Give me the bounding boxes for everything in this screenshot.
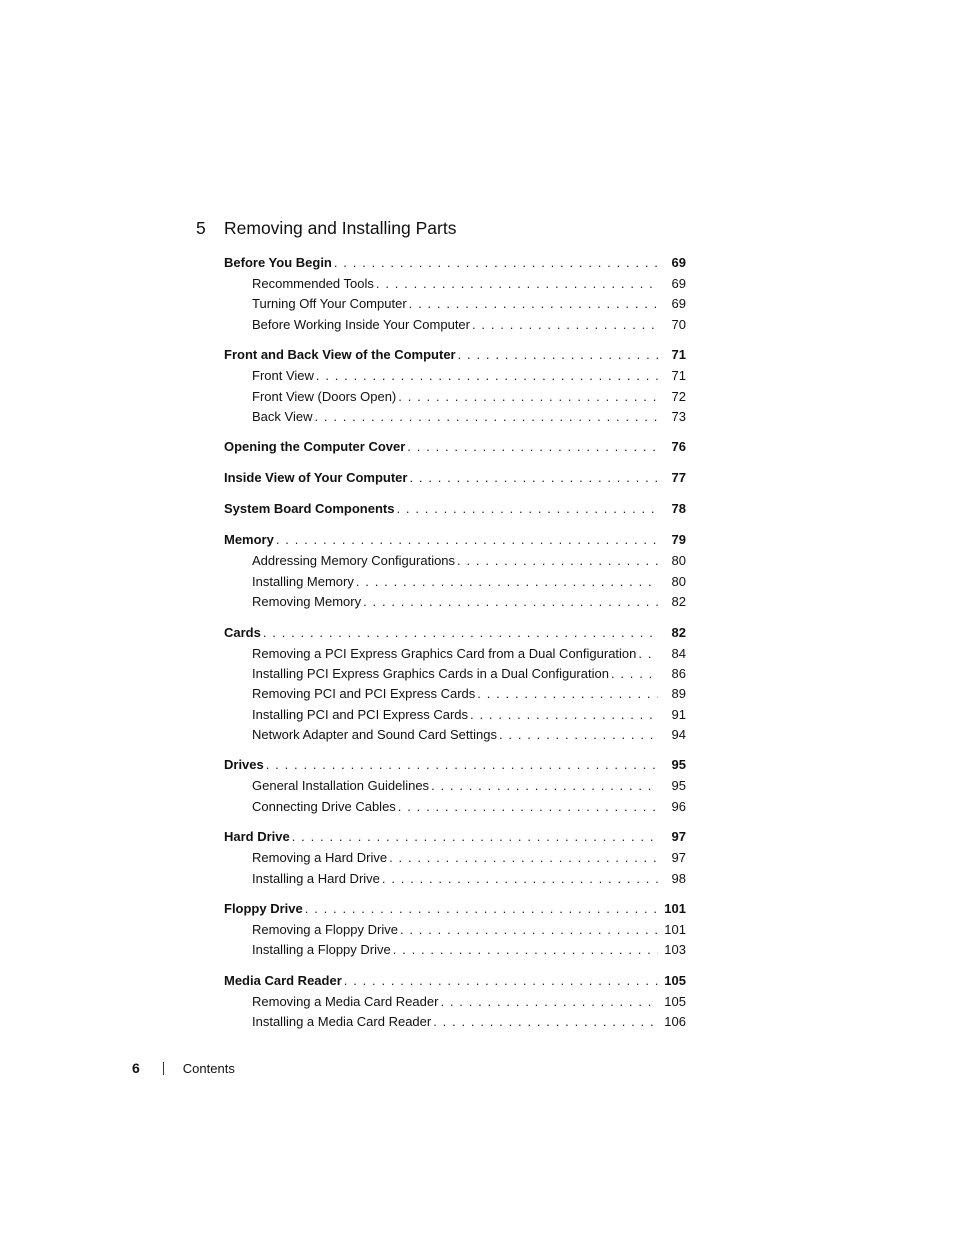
toc-entry-title: Turning Off Your Computer	[252, 296, 407, 312]
toc-subentry[interactable]	[224, 848, 686, 868]
toc-section-entry[interactable]	[224, 826, 686, 848]
toc-entry-page: 82	[671, 624, 686, 640]
toc-section-entry[interactable]	[224, 529, 686, 551]
toc-subentry[interactable]	[224, 274, 686, 294]
dot-leader	[361, 592, 658, 612]
toc-entry-page: 105	[664, 993, 686, 1009]
toc-section	[224, 344, 686, 427]
toc-section	[224, 826, 686, 889]
toc-entry-page: 101	[664, 922, 686, 938]
toc-entry-page: 76	[671, 439, 686, 455]
toc-entry-title: Removing a Media Card Reader	[252, 993, 439, 1009]
toc-section-entry[interactable]	[224, 436, 686, 458]
toc-entry-title: Removing PCI and PCI Express Cards	[252, 686, 476, 702]
dot-leader	[636, 644, 658, 664]
dot-leader	[407, 467, 658, 489]
dot-leader	[396, 387, 658, 407]
dot-leader	[396, 797, 658, 817]
toc-subentry[interactable]	[224, 407, 686, 427]
dot-leader	[342, 970, 658, 992]
chapter-title: Removing and Installing Parts	[224, 218, 457, 238]
toc-subentry[interactable]	[224, 705, 686, 725]
page-footer	[132, 1060, 235, 1076]
toc-entry-title: Front View	[252, 368, 314, 384]
toc-subentry[interactable]	[224, 940, 686, 960]
toc-entry-title: General Installation Guidelines	[252, 778, 430, 794]
dot-leader	[380, 869, 658, 889]
toc-entry-page: 106	[664, 1014, 686, 1030]
dot-leader	[438, 992, 658, 1012]
toc-entry-page: 105	[664, 972, 686, 988]
toc-entry-page: 89	[671, 686, 686, 702]
toc-section-entry[interactable]	[224, 622, 686, 644]
toc-entry-title: Front View (Doors Open)	[252, 388, 397, 404]
chapter-heading	[196, 218, 456, 239]
toc-entry-title: Floppy Drive	[224, 901, 303, 917]
toc-entry-title: Front and Back View of the Computer	[224, 347, 456, 363]
toc-section	[224, 754, 686, 817]
dot-leader	[261, 622, 658, 644]
toc-entry-title: Media Card Reader	[224, 972, 342, 988]
dot-leader	[455, 551, 658, 571]
toc-entry-page: 77	[671, 470, 686, 486]
toc-section	[224, 529, 686, 612]
toc-entry-title: Opening the Computer Cover	[224, 439, 406, 455]
toc-subentry[interactable]	[224, 294, 686, 314]
toc-entry-page: 69	[671, 276, 686, 291]
toc-entry-page: 95	[671, 778, 686, 794]
toc-section	[224, 436, 686, 458]
toc-entry-title: Removing a Floppy Drive	[252, 922, 398, 938]
toc-entry-title: Installing PCI and PCI Express Cards	[252, 706, 469, 722]
dot-leader	[497, 725, 658, 745]
toc-entry-page: 69	[671, 255, 686, 270]
toc-subentry[interactable]	[224, 592, 686, 612]
toc-entry-page: 101	[664, 901, 686, 917]
toc-section-entry[interactable]	[224, 754, 686, 776]
toc-section-entry[interactable]	[224, 898, 686, 920]
toc-entry-title: Before You Begin	[224, 255, 332, 270]
table-of-contents	[224, 252, 686, 1042]
dot-leader	[475, 684, 658, 704]
dot-leader	[290, 826, 658, 848]
toc-entry-title: Removing a PCI Express Graphics Card from a Dual Configuration	[252, 645, 637, 661]
toc-entry-page: 80	[671, 573, 686, 589]
toc-section	[224, 898, 686, 961]
toc-entry-page: 84	[671, 645, 686, 661]
toc-subentry[interactable]	[224, 725, 686, 745]
toc-entry-title: Recommended Tools	[252, 276, 374, 291]
toc-entry-title: Installing a Media Card Reader	[252, 1014, 432, 1030]
dot-leader	[391, 940, 658, 960]
chapter-number: 5	[196, 218, 206, 238]
toc-section	[224, 498, 686, 520]
toc-entry-title: Memory	[224, 532, 274, 548]
toc-entry-title: Installing a Floppy Drive	[252, 942, 391, 958]
toc-entry-title: Hard Drive	[224, 829, 290, 845]
toc-entry-page: 80	[671, 553, 686, 569]
toc-entry-page: 71	[671, 368, 686, 384]
dot-leader	[303, 898, 658, 920]
dot-leader	[405, 436, 658, 458]
dot-leader	[398, 920, 658, 940]
footer-page-number: 6	[132, 1060, 140, 1076]
dot-leader	[354, 572, 658, 592]
toc-subentry[interactable]	[224, 920, 686, 940]
dot-leader	[264, 754, 658, 776]
toc-entry-page: 70	[671, 316, 686, 332]
toc-section-entry[interactable]	[224, 344, 686, 366]
footer-label: Contents	[182, 1060, 235, 1076]
toc-subentry[interactable]	[224, 315, 686, 335]
toc-entry-title: System Board Components	[224, 501, 395, 517]
toc-section	[224, 970, 686, 1033]
dot-leader	[468, 705, 658, 725]
toc-subentry[interactable]	[224, 1012, 686, 1032]
toc-section	[224, 622, 686, 746]
toc-entry-page: 95	[671, 757, 686, 773]
toc-entry-title: Connecting Drive Cables	[252, 798, 396, 814]
toc-subentry[interactable]	[224, 776, 686, 796]
toc-entry-title: Installing a Hard Drive	[252, 870, 380, 886]
toc-subentry[interactable]	[224, 664, 686, 684]
dot-leader	[470, 315, 658, 335]
toc-subentry[interactable]	[224, 869, 686, 889]
toc-subentry[interactable]	[224, 992, 686, 1012]
toc-entry-page: 97	[671, 829, 686, 845]
toc-entry-title: Inside View of Your Computer	[224, 470, 408, 486]
toc-section-entry[interactable]	[224, 498, 686, 520]
toc-subentry[interactable]	[224, 797, 686, 817]
toc-entry-page: 96	[671, 798, 686, 814]
toc-entry-title: Back View	[252, 408, 313, 424]
dot-leader	[314, 366, 658, 386]
toc-entry-title: Removing a Hard Drive	[252, 850, 388, 866]
dot-leader	[274, 529, 658, 551]
dot-leader	[431, 1012, 658, 1032]
toc-entry-title: Cards	[224, 624, 261, 640]
toc-entry-page: 97	[671, 850, 686, 866]
dot-leader	[312, 407, 658, 427]
dot-leader	[332, 252, 658, 274]
toc-entry-title: Drives	[224, 757, 264, 773]
dot-leader	[374, 274, 658, 294]
dot-leader	[407, 294, 658, 314]
toc-section-entry[interactable]	[224, 970, 686, 992]
toc-entry-page: 91	[671, 706, 686, 722]
toc-entry-page: 82	[671, 594, 686, 610]
toc-subentry[interactable]	[224, 387, 686, 407]
toc-entry-page: 73	[671, 408, 686, 424]
toc-section	[224, 252, 686, 335]
dot-leader	[387, 848, 658, 868]
toc-subentry[interactable]	[224, 644, 686, 664]
footer-divider	[163, 1062, 164, 1075]
toc-entry-page: 94	[671, 727, 686, 743]
toc-entry-title: Network Adapter and Sound Card Settings	[252, 727, 497, 743]
dot-leader	[429, 776, 658, 796]
toc-subentry[interactable]	[224, 572, 686, 592]
toc-entry-title: Before Working Inside Your Computer	[252, 316, 470, 332]
toc-entry-page: 71	[671, 347, 686, 363]
toc-entry-page: 103	[664, 942, 686, 958]
toc-entry-page: 79	[671, 532, 686, 548]
dot-leader	[394, 498, 658, 520]
dot-leader	[456, 344, 658, 366]
toc-entry-title: Installing Memory	[252, 573, 354, 589]
toc-entry-title: Removing Memory	[252, 594, 362, 610]
toc-section-entry[interactable]	[224, 252, 686, 274]
toc-entry-title: Installing PCI Express Graphics Cards in a Dual Configuration	[252, 665, 609, 681]
toc-entry-page: 86	[671, 665, 686, 681]
toc-entry-page: 78	[671, 501, 686, 517]
dot-leader	[609, 664, 658, 684]
toc-entry-page: 72	[671, 388, 686, 404]
toc-subentry[interactable]	[224, 551, 686, 571]
toc-subentry[interactable]	[224, 684, 686, 704]
toc-entry-title: Addressing Memory Configurations	[252, 553, 456, 569]
toc-entry-page: 69	[671, 296, 686, 312]
toc-section	[224, 467, 686, 489]
toc-section-entry[interactable]	[224, 467, 686, 489]
toc-subentry[interactable]	[224, 366, 686, 386]
toc-entry-page: 98	[671, 870, 686, 886]
